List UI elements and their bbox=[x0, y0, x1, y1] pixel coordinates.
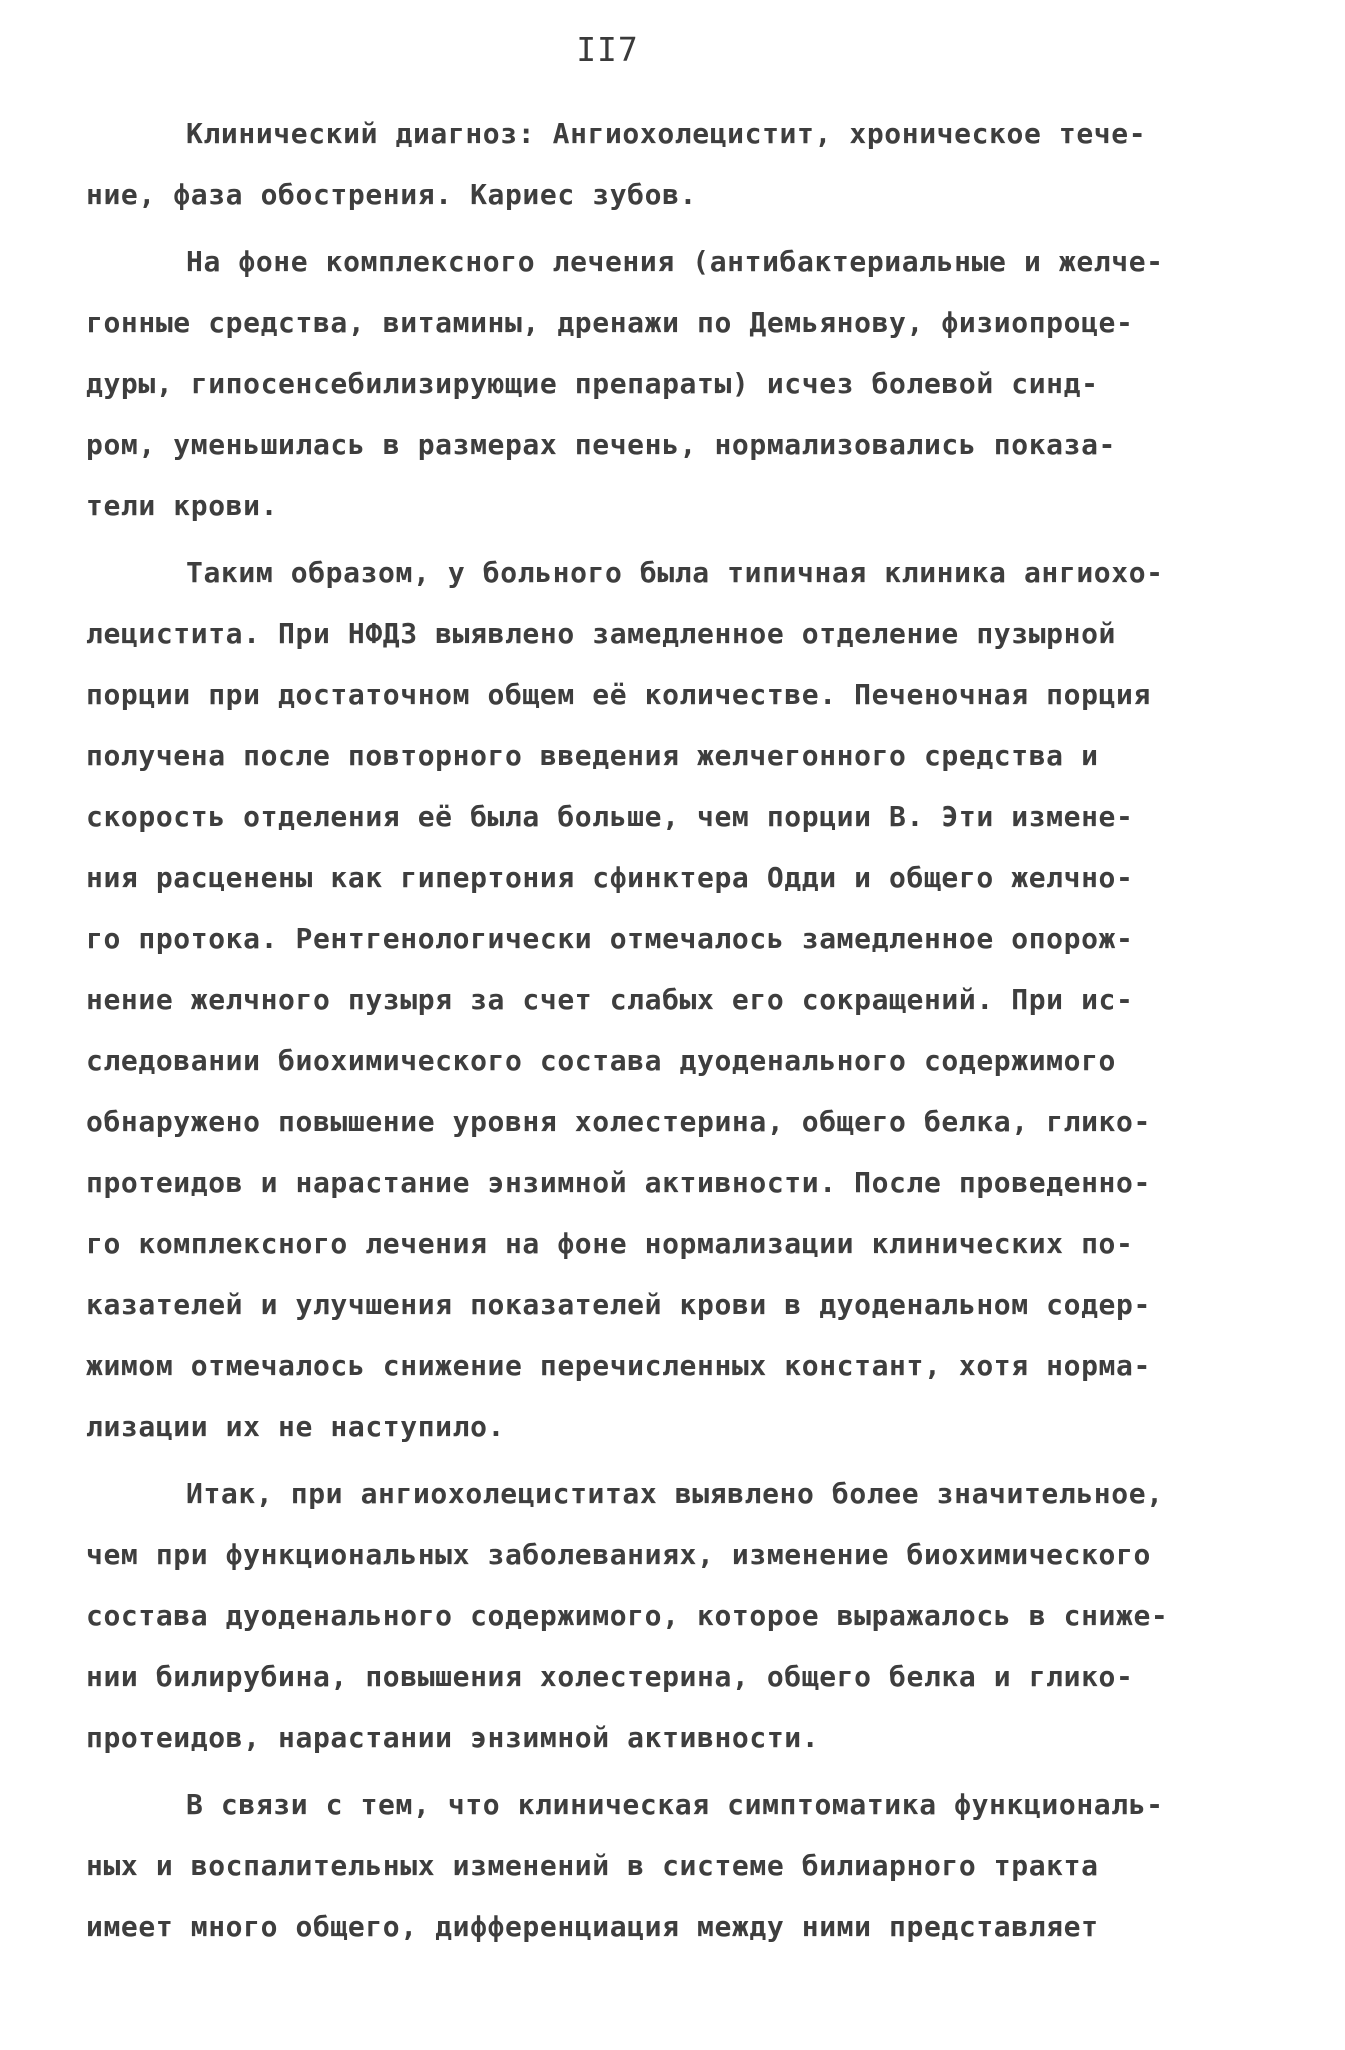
text-line: жимом отмечалось снижение перечисленных констант, хотя норма- bbox=[86, 1349, 1151, 1382]
text-line: казателей и улучшения показателей крови в дуоденальном содер- bbox=[86, 1288, 1151, 1321]
paragraph-clinical-summary bbox=[86, 542, 1266, 1457]
text-line: обнаружено повышение уровня холестерина, общего белка, глико- bbox=[86, 1105, 1151, 1138]
text-line: протеидов и нарастание энзимной активности. После проведенно- bbox=[86, 1166, 1151, 1199]
text-line: В связи с тем, что клиническая симптоматика функциональ- bbox=[186, 1788, 1164, 1821]
text-line: ром, уменьшилась в размерах печень, нормализовались показа- bbox=[86, 428, 1116, 461]
text-line: лизации их не наступило. bbox=[86, 1410, 505, 1443]
text-line: Итак, при ангиохолециститах выявлено более значительное, bbox=[186, 1477, 1164, 1510]
text-line: го протока. Рентгенологически отмечалось замедленное опорож- bbox=[86, 922, 1134, 955]
text-line: состава дуоденального содержимого, которое выражалось в сниже- bbox=[86, 1599, 1169, 1632]
text-line: лецистита. При НФДЗ выявлено замедленное отделение пузырной bbox=[86, 617, 1116, 650]
text-line: Таким образом, у больного была типичная клиника ангиохо- bbox=[186, 556, 1164, 589]
text-line: протеидов, нарастании энзимной активности. bbox=[86, 1721, 820, 1754]
text-line: ных и воспалительных изменений в системе билиарного тракта bbox=[86, 1849, 1099, 1882]
text-line: дуры, гипосенсебилизирующие препараты) исчез болевой синд- bbox=[86, 367, 1099, 400]
text-line: получена после повторного введения желчегонного средства и bbox=[86, 739, 1099, 772]
text-line: го комплексного лечения на фоне нормализации клинических по- bbox=[86, 1227, 1134, 1260]
paragraph-treatment bbox=[86, 231, 1266, 536]
text-line: нение желчного пузыря за счет слабых его сокращений. При ис- bbox=[86, 983, 1134, 1016]
text-line: скорость отделения её была больше, чем порции В. Эти измене- bbox=[86, 800, 1134, 833]
text-line: тели крови. bbox=[86, 489, 279, 522]
text-line: чем при функциональных заболеваниях, изменение биохимического bbox=[86, 1538, 1151, 1571]
paragraph-conclusion bbox=[86, 1463, 1266, 1768]
text-line: гонные средства, витамины, дренажи по Демьянову, физиопроце- bbox=[86, 306, 1134, 339]
text-line: имеет много общего, дифференциация между ними представляет bbox=[86, 1910, 1099, 1943]
text-line: ния расценены как гипертония сфинктера Одди и общего желчно- bbox=[86, 861, 1134, 894]
text-line: следовании биохимического состава дуоденального содержимого bbox=[86, 1044, 1116, 1077]
page-number: II7 bbox=[576, 30, 639, 69]
text-line: Клинический диагноз: Ангиохолецистит, хроническое тече- bbox=[186, 117, 1147, 150]
paragraph-differentiation bbox=[86, 1774, 1266, 1957]
text-line: На фоне комплексного лечения (антибактериальные и желче- bbox=[186, 245, 1164, 278]
text-line: ние, фаза обострения. Кариес зубов. bbox=[86, 178, 698, 211]
paragraph-diagnosis bbox=[86, 103, 1266, 225]
text-line: нии билирубина, повышения холестерина, общего белка и глико- bbox=[86, 1660, 1134, 1693]
text-line: порции при достаточном общем её количестве. Печеночная порция bbox=[86, 678, 1151, 711]
body-text bbox=[86, 103, 1266, 1957]
